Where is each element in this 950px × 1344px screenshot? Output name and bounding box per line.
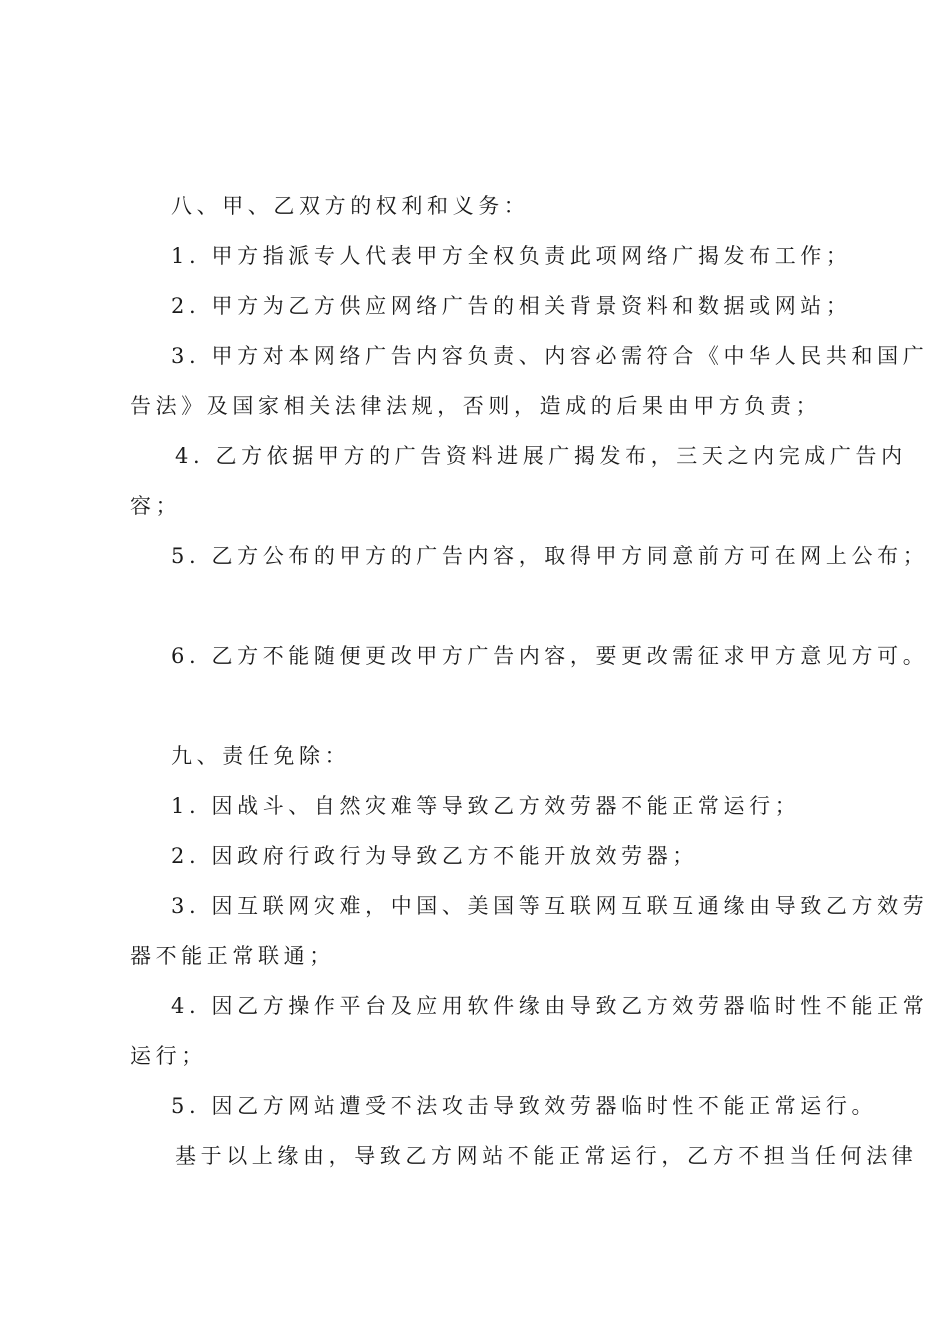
section-8-item-6: 6. 乙方不能随便更改甲方广告内容，要更改需征求甲方意见方可。 bbox=[171, 644, 929, 668]
section-9-item-1: 1. 因战斗、自然灾难等导致乙方效劳器不能正常运行； bbox=[171, 794, 801, 818]
section-9-item-2: 2. 因政府行政行为导致乙方不能开放效劳器； bbox=[171, 844, 698, 868]
section-9-item-4-line-1: 4. 因乙方操作平台及应用软件缘由导致乙方效劳器临时性不能正常 bbox=[171, 994, 929, 1018]
section-9-conclusion-line-1: 基于以上缘由，导致乙方网站不能正常运行，乙方不担当任何法律 bbox=[175, 1144, 918, 1168]
section-8-heading: 八、甲、乙双方的权利和义务： bbox=[171, 194, 530, 218]
section-9-heading: 九、责任免除： bbox=[171, 744, 351, 768]
section-8-item-2: 2. 甲方为乙方供应网络广告的相关背景资料和数据或网站； bbox=[171, 294, 852, 318]
section-9-item-4-line-2: 运行； bbox=[130, 1044, 207, 1068]
section-8-item-3-line-1: 3. 甲方对本网络广告内容负责、内容必需符合《中华人民共和国广 bbox=[171, 344, 929, 368]
section-8-item-1: 1. 甲方指派专人代表甲方全权负责此项网络广揭发布工作； bbox=[171, 244, 852, 268]
section-9-item-5: 5. 因乙方网站遭受不法攻击导致效劳器临时性不能正常运行。 bbox=[171, 1094, 878, 1118]
section-9-item-3-line-2: 器不能正常联通； bbox=[130, 944, 335, 968]
section-9-item-3-line-1: 3. 因互联网灾难，中国、美国等互联网互联互通缘由导致乙方效劳 bbox=[171, 894, 929, 918]
section-8-item-3-line-2: 告法》及国家相关法律法规，否则，造成的后果由甲方负责； bbox=[130, 394, 822, 418]
section-8-item-4-line-1: 4. 乙方依据甲方的广告资料进展广揭发布，三天之内完成广告内 bbox=[175, 444, 907, 468]
section-8-item-4-line-2: 容； bbox=[130, 494, 182, 518]
section-8-item-5: 5. 乙方公布的甲方的广告内容，取得甲方同意前方可在网上公布； bbox=[171, 544, 929, 568]
